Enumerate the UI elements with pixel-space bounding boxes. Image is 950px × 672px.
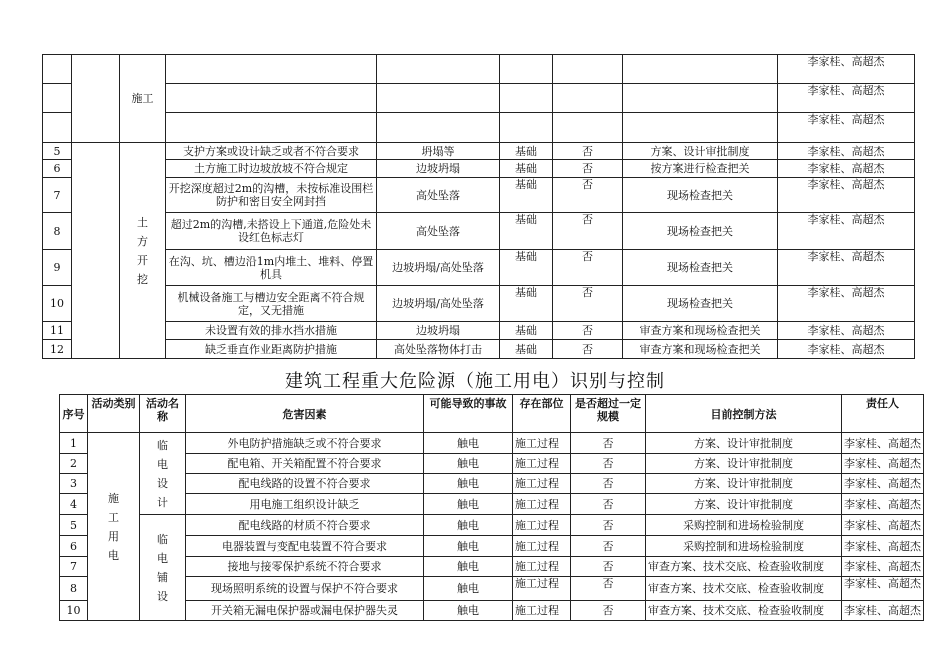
location-cell: 基础: [500, 286, 553, 322]
location-cell: 施工过程: [513, 494, 571, 515]
row-number: 11: [43, 322, 72, 340]
activity-category-cell: [72, 55, 120, 143]
hazard-cell: 配电线路的设置不符合要求: [186, 474, 424, 494]
header-name: 活动名称: [140, 395, 186, 433]
responsible-cell: 李家桂、高超杰: [842, 454, 924, 474]
hazard-cell: 缺乏垂直作业距离防护措施: [166, 340, 377, 359]
header-accident: 可能导致的事故: [424, 395, 513, 433]
accident-cell: 触电: [424, 474, 513, 494]
table-row: [60, 536, 924, 557]
table-row: [60, 433, 924, 454]
major-cell: 否: [553, 178, 623, 213]
location-cell: 基础: [500, 143, 553, 160]
table-row: [43, 113, 915, 143]
location-cell: 基础: [500, 160, 553, 178]
row-number: 5: [43, 143, 72, 160]
activity-name-design: 临电设计: [140, 433, 186, 515]
responsible-cell: 李家桂、高超杰: [842, 557, 924, 577]
location-cell: 施工过程: [513, 536, 571, 557]
accident-cell: 触电: [424, 515, 513, 536]
table-row: [60, 557, 924, 577]
control-cell: 方案、设计审批制度: [623, 143, 778, 160]
responsible-cell: 李家桂、高超杰: [778, 286, 915, 322]
responsible-cell: 李家桂、高超杰: [842, 536, 924, 557]
hazard-cell: 机械设备施工与槽边安全距离不符合规定，又无措施: [166, 286, 377, 322]
hazard-cell: 土方施工时边坡放坡不符合规定: [166, 160, 377, 178]
location-cell: 施工过程: [513, 433, 571, 454]
responsible-cell: 李家桂、高超杰: [842, 433, 924, 454]
location-cell: 基础: [500, 250, 553, 286]
accident-cell: 边坡坍塌/高处坠落: [377, 286, 500, 322]
accident-cell: 触电: [424, 454, 513, 474]
header-major: 是否超过一定规模: [571, 395, 646, 433]
table-row: [60, 494, 924, 515]
major-cell: 否: [571, 557, 646, 577]
major-cell: 否: [571, 474, 646, 494]
control-cell: 审查方案、技术交底、检查验收制度: [646, 557, 842, 577]
section-title: 建筑工程重大危险源（施工用电）识别与控制: [285, 371, 665, 392]
accident-cell: 高处坠落: [377, 213, 500, 250]
table-row: [43, 55, 915, 84]
header-location: 存在部位: [513, 395, 571, 433]
location-cell: 施工过程: [513, 474, 571, 494]
electricity-hazard-table: [59, 394, 924, 621]
control-cell: 方案、设计审批制度: [646, 433, 842, 454]
row-number: 12: [43, 340, 72, 359]
major-cell: 否: [553, 160, 623, 178]
responsible-cell: 李家桂、高超杰: [778, 84, 915, 113]
responsible-cell: 李家桂、高超杰: [778, 250, 915, 286]
header-responsible: 责任人: [842, 395, 924, 433]
responsible-cell: 李家桂、高超杰: [778, 160, 915, 178]
table-row: [60, 515, 924, 536]
major-cell: 否: [553, 340, 623, 359]
hazard-cell: 配电箱、开关箱配置不符合要求: [186, 454, 424, 474]
major-cell: 否: [553, 286, 623, 322]
major-cell: 否: [571, 494, 646, 515]
table-row: [43, 286, 915, 322]
hazard-cell: 配电线路的材质不符合要求: [186, 515, 424, 536]
table-row: [60, 474, 924, 494]
accident-cell: 触电: [424, 433, 513, 454]
hazard-cell: 电器装置与变配电装置不符合要求: [186, 536, 424, 557]
control-cell: 采购控制和进场检验制度: [646, 515, 842, 536]
major-cell: 否: [571, 515, 646, 536]
major-cell: 否: [553, 250, 623, 286]
hazard-cell: 用电施工组织设计缺乏: [186, 494, 424, 515]
table-row: [43, 340, 915, 359]
row-number: 7: [43, 178, 72, 213]
responsible-cell: 李家桂、高超杰: [778, 322, 915, 340]
table-row: [43, 322, 915, 340]
activity-name-construction: 施工: [120, 55, 166, 143]
accident-cell: 坍塌等: [377, 143, 500, 160]
accident-cell: 触电: [424, 494, 513, 515]
accident-cell: 触电: [424, 601, 513, 621]
major-cell: 否: [571, 536, 646, 557]
activity-category-cell: 施工用电: [88, 433, 140, 621]
earthwork-hazard-table: [42, 54, 915, 359]
control-cell: 方案、设计审批制度: [646, 494, 842, 515]
major-cell: 否: [553, 322, 623, 340]
location-cell: 基础: [500, 340, 553, 359]
responsible-cell: 李家桂、高超杰: [842, 474, 924, 494]
table-row: [60, 577, 924, 601]
header-control: 目前控制方法: [646, 395, 842, 433]
row-number: 5: [60, 515, 88, 536]
responsible-cell: 李家桂、高超杰: [842, 515, 924, 536]
control-cell: 审查方案、技术交底、检查验收制度: [646, 601, 842, 621]
control-cell: 现场检查把关: [623, 213, 778, 250]
activity-category-cell: [72, 143, 120, 359]
row-number: 7: [60, 557, 88, 577]
control-cell: 现场检查把关: [623, 178, 778, 213]
hazard-cell: 超过2m的沟槽,未搭设上下通道,危险处未设红色标志灯: [166, 213, 377, 250]
location-cell: 施工过程: [513, 577, 571, 601]
row-number: 2: [60, 454, 88, 474]
hazard-cell: 支护方案或设计缺乏或者不符合要求: [166, 143, 377, 160]
responsible-cell: 李家桂、高超杰: [778, 143, 915, 160]
row-number: 10: [60, 601, 88, 621]
hazard-cell: 现场照明系统的设置与保护不符合要求: [186, 577, 424, 601]
accident-cell: 触电: [424, 557, 513, 577]
location-cell: 基础: [500, 178, 553, 213]
responsible-cell: 李家桂、高超杰: [842, 577, 924, 601]
row-number: 4: [60, 494, 88, 515]
location-cell: 施工过程: [513, 557, 571, 577]
control-cell: 审查方案和现场检查把关: [623, 322, 778, 340]
row-number: [43, 55, 72, 84]
major-cell: 否: [553, 213, 623, 250]
responsible-cell: 李家桂、高超杰: [842, 494, 924, 515]
location-cell: 施工过程: [513, 601, 571, 621]
hazard-cell: 在沟、坑、槽边沿1m内堆土、堆料、停置机具: [166, 250, 377, 286]
hazard-cell: 外电防护措施缺乏或不符合要求: [186, 433, 424, 454]
accident-cell: 触电: [424, 536, 513, 557]
table-row: [43, 143, 915, 160]
table-row: [43, 213, 915, 250]
table-row: [60, 601, 924, 621]
accident-cell: 高处坠落物体打击: [377, 340, 500, 359]
table-header-row: [60, 395, 924, 433]
hazard-cell: 接地与接零保护系统不符合要求: [186, 557, 424, 577]
responsible-cell: 李家桂、高超杰: [778, 55, 915, 84]
header-no: 序号: [60, 395, 88, 433]
activity-name-installation: 临电铺设: [140, 515, 186, 621]
activity-name-earthwork: 土方开挖: [120, 143, 166, 359]
control-cell: 现场检查把关: [623, 250, 778, 286]
control-cell: 方案、设计审批制度: [646, 474, 842, 494]
control-cell: 采购控制和进场检验制度: [646, 536, 842, 557]
table-row: [43, 84, 915, 113]
accident-cell: 触电: [424, 577, 513, 601]
row-number: 10: [43, 286, 72, 322]
row-number: 9: [43, 250, 72, 286]
control-cell: 审查方案和现场检查把关: [623, 340, 778, 359]
table-row: [60, 454, 924, 474]
responsible-cell: 李家桂、高超杰: [778, 213, 915, 250]
major-cell: 否: [553, 143, 623, 160]
major-cell: 否: [571, 601, 646, 621]
major-cell: 否: [571, 454, 646, 474]
header-hazard: 危害因素: [186, 395, 424, 433]
row-number: 1: [60, 433, 88, 454]
responsible-cell: 李家桂、高超杰: [842, 601, 924, 621]
control-cell: 审查方案、技术交底、检查验收制度: [646, 577, 842, 601]
accident-cell: 边坡坍塌: [377, 160, 500, 178]
header-category: 活动类别: [88, 395, 140, 433]
table-row: [43, 160, 915, 178]
control-cell: 方案、设计审批制度: [646, 454, 842, 474]
row-number: 8: [60, 577, 88, 601]
responsible-cell: 李家桂、高超杰: [778, 178, 915, 213]
major-cell: 否: [571, 577, 646, 601]
table-row: [43, 250, 915, 286]
control-cell: 按方案进行检查把关: [623, 160, 778, 178]
location-cell: 基础: [500, 213, 553, 250]
accident-cell: 边坡坍塌/高处坠落: [377, 250, 500, 286]
row-number: 6: [60, 536, 88, 557]
row-number: 3: [60, 474, 88, 494]
row-number: 6: [43, 160, 72, 178]
accident-cell: 边坡坍塌: [377, 322, 500, 340]
hazard-cell: 未设置有效的排水挡水措施: [166, 322, 377, 340]
hazard-cell: 开挖深度超过2m的沟槽，未按标准设围栏防护和密目安全网封挡: [166, 178, 377, 213]
responsible-cell: 李家桂、高超杰: [778, 113, 915, 143]
table-row: [43, 178, 915, 213]
row-number: 8: [43, 213, 72, 250]
location-cell: 施工过程: [513, 515, 571, 536]
major-cell: 否: [571, 433, 646, 454]
responsible-cell: 李家桂、高超杰: [778, 340, 915, 359]
location-cell: 施工过程: [513, 454, 571, 474]
hazard-cell: 开关箱无漏电保护器或漏电保护器失灵: [186, 601, 424, 621]
control-cell: 现场检查把关: [623, 286, 778, 322]
accident-cell: 高处坠落: [377, 178, 500, 213]
location-cell: 基础: [500, 322, 553, 340]
